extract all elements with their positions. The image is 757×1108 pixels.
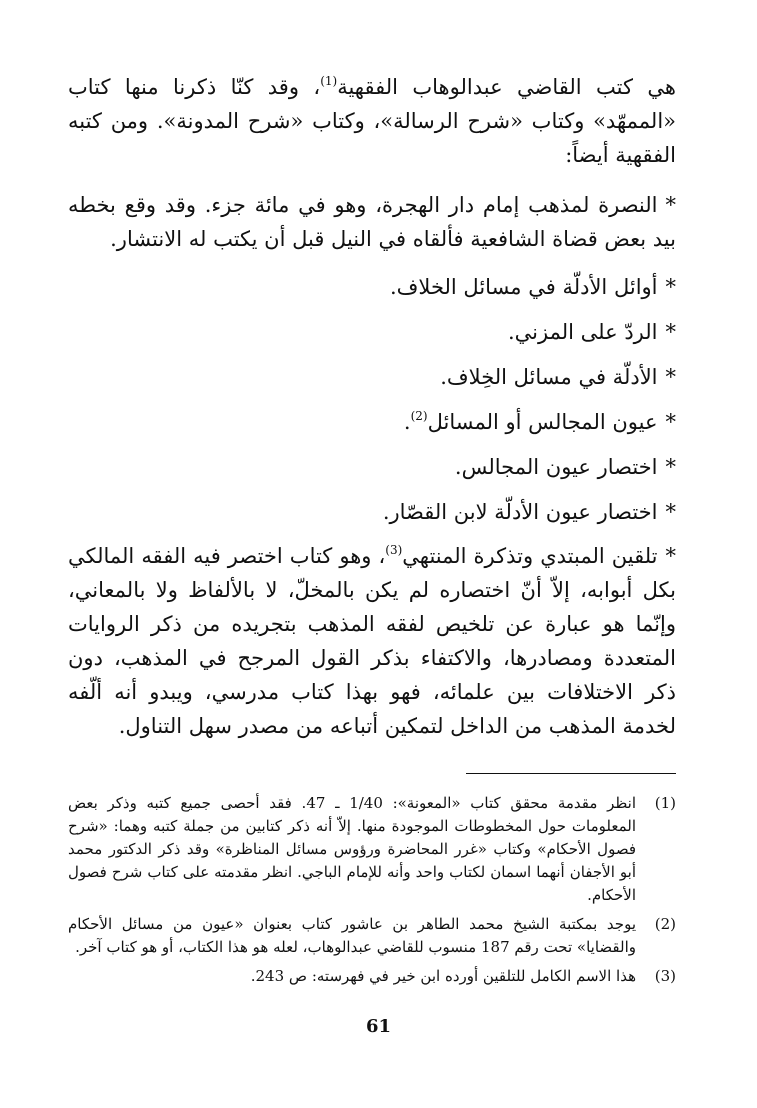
asterisk-bullet: * [665, 455, 676, 479]
footnote-ref-2[interactable]: (2) [410, 409, 428, 423]
footnote-ref-3[interactable]: (3) [385, 543, 403, 557]
item-text-after: ، وهو كتاب اختصر فيه الفقه المالكي بكل أبوابه، إلاّ أنّ اختصاره لم يكن بالمخلّ، لا بالألفاظ ولا بالمعاني، وإنّما هو عبارة عن تلخيص لفقه المذهب بتجريده من ذكر الروايات المتعددة ومصادرها، والاكتفاء بذكر القول المرجح في المذهب، دون ذكر الاختلافات بين علمائه، فهو بهذا كتاب مدرسي، ويبدو أنه ألّفه لخدمة المذهب من الداخل لتمكين أتباعه من مصدر سهل التناول. [68, 544, 676, 738]
intro-text-1: هي كتب القاضي عبدالوهاب الفقهية [337, 75, 676, 99]
item-text: اختصار عيون الأدلّة لابن القصّار. [382, 500, 658, 524]
item-text: أوائل الأدلّة في مسائل الخلاف. [389, 275, 658, 299]
footnote-divider [466, 773, 676, 774]
item-text: الأدلّة في مسائل الخِلاف. [440, 365, 658, 389]
asterisk-bullet: * [665, 275, 676, 299]
footnote-text: هذا الاسم الكامل للتلقين أورده ابن خير في فهرسته: ص 243. [250, 967, 636, 985]
intro-text-2: ، وقد كنّا ذكرنا منها كتاب «الممهّد» وكتاب «شرح الرسالة»، وكتاب «شرح المدونة». ومن كتبه الفقهية أيضاً: [68, 75, 676, 167]
list-item [68, 355, 676, 400]
asterisk-bullet: * [665, 544, 676, 568]
footnote-number: (3) [654, 967, 676, 985]
page-number: 61 [365, 1016, 392, 1037]
asterisk-bullet: * [665, 410, 676, 434]
list-item [68, 490, 676, 535]
footnote-item [68, 792, 676, 907]
item-text: النصرة لمذهب إمام دار الهجرة، وهو في مائة جزء. وقد وقع بخطه بيد بعض قضاة الشافعية فألقاه في النيل قبل أن يكتب له الانتشار. [68, 193, 676, 251]
footnotes [68, 792, 676, 988]
footnote-text: يوجد بمكتبة الشيخ محمد الطاهر بن عاشور كتاب بعنوان «عيون من مسائل الأحكام والقضايا» تحت رقم 187 منسوب للقاضي عبدالوهاب، لعله هو هذا الكتاب، أو هو كتاب آخر. [68, 915, 636, 956]
intro-paragraph [68, 70, 676, 172]
item-text: اختصار عيون المجالس. [454, 455, 658, 479]
list-item [68, 400, 676, 445]
footnote-text: انظر مقدمة محقق كتاب «المعونة»: 1/40 ـ 47. فقد أحصى جميع كتبه وذكر بعض المعلومات حول المخطوطات الموجودة منها. إلاّ أنه ذكر كتابين من جملة كتبه وهما: «شرح فصول الأحكام» وكتاب «غرر المحاضرة ورؤوس مسائل المناظرة» وقد ذكر الدكتور محمد أبو الأجفان أنهما اسمان لكتاب واحد وأنه للإمام الباجي. انظر مقدمته على كتاب شرح فصول الأحكام. [68, 794, 637, 904]
asterisk-bullet: * [665, 500, 676, 524]
list-item [68, 445, 676, 490]
list-item [68, 188, 676, 256]
item-text-after: . [403, 410, 411, 434]
footnote-item [68, 965, 676, 988]
item-text: تلقين المبتدي وتذكرة المنتهي [402, 544, 658, 568]
page-body [68, 70, 676, 994]
asterisk-bullet: * [665, 320, 676, 344]
footnote-number: (2) [654, 915, 676, 933]
list-item [68, 310, 676, 355]
footnote-ref-1[interactable]: (1) [320, 74, 338, 88]
footnote-item [68, 913, 676, 959]
asterisk-bullet: * [665, 365, 676, 389]
item-text: عيون المجالس أو المسائل [427, 410, 658, 434]
asterisk-bullet: * [665, 193, 676, 217]
item-text: الردّ على المزني. [508, 320, 658, 344]
list-item [68, 539, 676, 743]
list-item [68, 265, 676, 310]
footnote-number: (1) [654, 794, 676, 812]
